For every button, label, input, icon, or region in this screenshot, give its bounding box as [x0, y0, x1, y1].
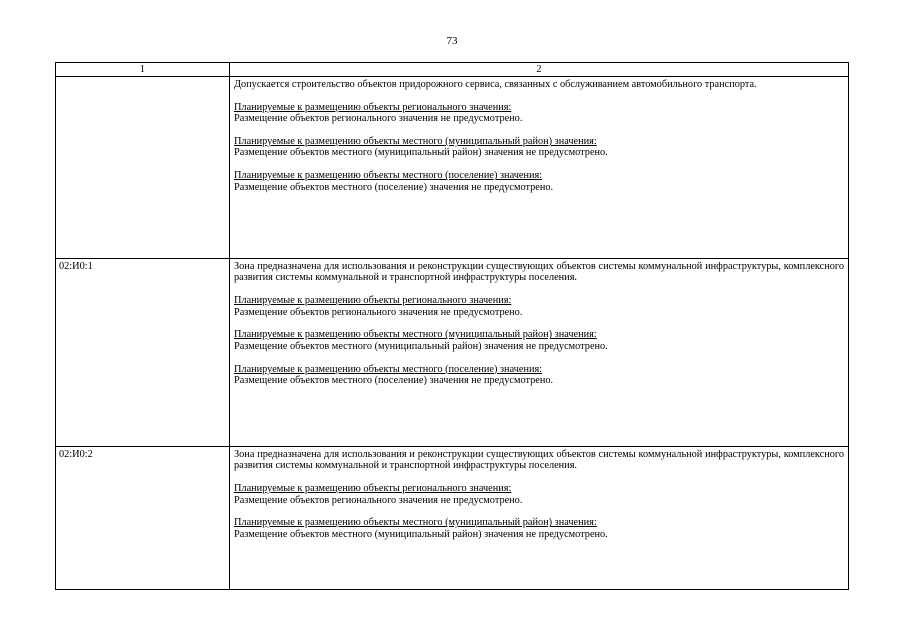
section-municipal-district [234, 517, 844, 540]
section-regional [234, 295, 844, 318]
section-heading: Планируемые к размещению объекты регионального значения: [234, 295, 512, 307]
section-regional [234, 483, 844, 506]
section-regional [234, 102, 844, 125]
section-heading: Планируемые к размещению объекты местного (поселение) значения: [234, 363, 543, 375]
page-number: 73 [446, 35, 458, 47]
zone-intro: Допускается строительство объектов придорожного сервиса, связанных с обслуживанием автомобильного транспорта. [234, 79, 757, 90]
section-heading: Планируемые к размещению объекты местного (муниципальный район) значения: [234, 136, 597, 147]
table-header-row [56, 63, 849, 77]
section-heading: Планируемые к размещению объекты местного (муниципальный район) значения: [234, 329, 597, 341]
zone-code: 02:И0:2 [56, 447, 230, 590]
section-text: Размещение объектов местного (поселение) значения не предусмотрено. [234, 375, 554, 387]
section-text: Размещение объектов регионального значения не предусмотрено. [234, 306, 523, 318]
zone-description [230, 447, 849, 590]
zone-description [230, 77, 849, 259]
section-text: Размещение объектов местного (муниципальный район) значения не предусмотрено. [234, 340, 608, 352]
section-settlement [234, 170, 844, 193]
table-row [56, 77, 849, 259]
column-header-1: 1 [56, 63, 230, 77]
zone-intro: Зона предназначена для использования и реконструкции существующих объектов системы коммунальной инфраструктуры, комплексного развития системы коммунальной и транспортной инфраструктуры поселения. [234, 261, 844, 284]
section-text: Размещение объектов местного (муниципальный район) значения не предусмотрено. [234, 147, 608, 159]
section-text: Размещение объектов регионального значения не предусмотрено. [234, 113, 523, 125]
section-settlement [234, 364, 844, 387]
zone-description [230, 259, 849, 447]
section-heading: Планируемые к размещению объекты регионального значения: [234, 101, 512, 113]
section-heading: Планируемые к размещению объекты местного (поселение) значения: [234, 170, 543, 182]
section-heading: Планируемые к размещению объекты местного (муниципальный район) значения: [234, 517, 597, 529]
table-row [56, 447, 849, 590]
section-text: Размещение объектов местного (муниципальный район) значения не предусмотрено. [234, 528, 608, 540]
column-header-2: 2 [230, 63, 849, 77]
table-row [56, 259, 849, 447]
section-text: Размещение объектов регионального значения не предусмотрено. [234, 494, 523, 506]
zone-code [56, 77, 230, 259]
section-heading: Планируемые к размещению объекты регионального значения: [234, 483, 512, 495]
zone-code: 02:И0:1 [56, 259, 230, 447]
section-text: Размещение объектов местного (поселение) значения не предусмотрено. [234, 181, 554, 193]
section-municipal-district [234, 136, 844, 159]
section-municipal-district [234, 329, 844, 352]
zones-table [55, 62, 849, 590]
zone-intro: Зона предназначена для использования и реконструкции существующих объектов системы коммунальной инфраструктуры, комплексного развития системы коммунальной и транспортной инфраструктуры поселения. [234, 449, 844, 472]
